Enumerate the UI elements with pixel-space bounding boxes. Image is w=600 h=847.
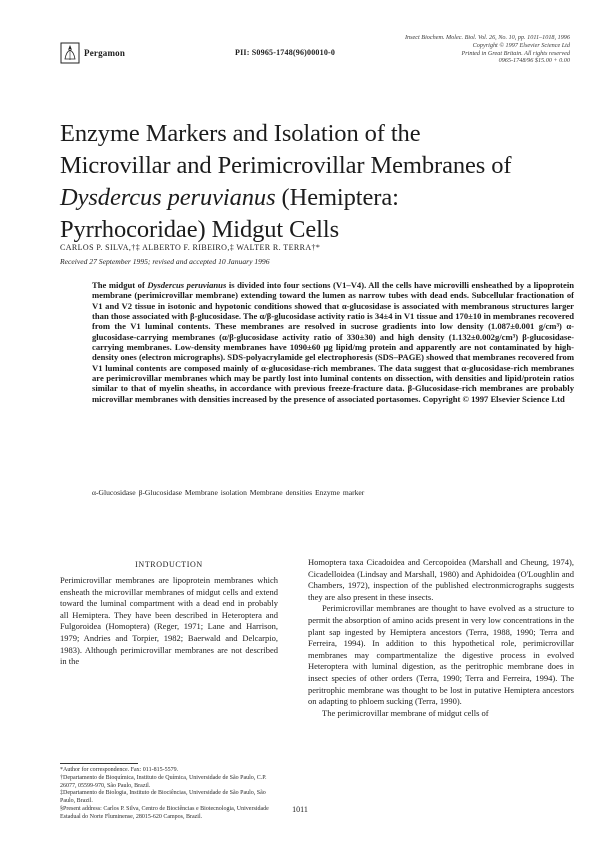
- publisher-name: Pergamon: [84, 48, 126, 58]
- journal-metadata: [340, 34, 570, 65]
- footnote-affiliation-2: ‡Departamento de Biologia, Instituto de Biociências, Universidade de São Paulo, São Paulo, Brazil.: [60, 790, 266, 805]
- introduction-heading: INTRODUCTION: [135, 560, 203, 569]
- intro-paragraph-1: Perimicrovillar membranes are lipoprotein membranes which ensheath the microvillar membranes of midgut cells and extend toward the luminal compartment with a dead end in probably all Hemiptera. They have been described in Heteroptera and Fulgoroidea (Homoptera) (Reger, 1971; Lane and Harrison, 1979; Andries and Torpier, 1982; Baerwald and Delcarpio, 1983). Although perimicrovillar membranes are not described in the: [60, 575, 278, 667]
- title-line-4: Pyrrhocoridae) Midgut Cells: [60, 216, 340, 243]
- abstract-text: [92, 280, 574, 404]
- journal-citation: Insect Biochem. Molec. Biol. Vol. 26, No. 10, pp. 1011–1018, 1996: [404, 34, 570, 41]
- pergamon-logo-icon: [60, 42, 80, 64]
- abstract-species: Dysdercus peruvianus: [147, 280, 227, 290]
- title-line-2: Microvillar and Perimicrovillar Membranes of: [60, 152, 512, 179]
- title-line-1: Enzyme Markers and Isolation of the: [60, 120, 421, 147]
- keywords: α-Glucosidase β-Glucosidase Membrane isolation Membrane densities Enzyme marker: [92, 488, 365, 497]
- left-column: [60, 575, 278, 668]
- title-order: (Hemiptera:: [275, 184, 399, 211]
- copyright-line: Copyright © 1997 Elsevier Science Ltd: [472, 41, 570, 49]
- footnote-present-address: §Present address: Carlos P. Silva, Centro de Biociências e Biotecnologia, Universidade Estadual do Norte Fluminense, 28015-620 Campos, Brazil.: [60, 805, 269, 820]
- received-dates: Received 27 September 1995; revised and accepted 10 January 1996: [60, 257, 270, 266]
- page-number: 1011: [292, 805, 308, 814]
- title-species: Dysdercus peruvianus: [60, 184, 276, 211]
- footnotes: [60, 767, 278, 822]
- abstract-lead: The midgut of: [92, 280, 148, 290]
- author-list: CARLOS P. SILVA,†‡ ALBERTO F. RIBEIRO,‡ WALTER R. TERRA†*: [60, 243, 321, 252]
- right-paragraph-3: The perimicrovillar membrane of midgut cells of: [322, 707, 489, 718]
- right-column: [308, 557, 574, 719]
- article-title: [60, 118, 580, 246]
- pii-identifier: PII: S0965-1748(96)00010-0: [235, 48, 336, 57]
- abstract-body: is divided into four sections (V1–V4). All the cells have microvilli ensheathed by a lipoprotein membrane (perimicrovillar membrane) extending toward the lumen as narrow tubes with dead ends. Subcellular fractionation of V1 and V2 tissue in isotonic and hypotonic conditions showed that α-glucosidase is associated with membranous structures larger than those associated with β-glucosidase. The α/β-glucosidase activity ratio is 34±4 in V1 tissue and 170±10 in membranes recovered from the V1 luminal contents. These membranes are resolved in sucrose gradients into low density (1.087±0.001 g/cm³) α-glucosidase-carrying membranes (α/β-glucosidase activity ratio of 330±30) and high density (1.132±0.002g/cm³) β-glucosidase-carrying membranes. Low-density membranes have 1090±60 μg lipid/mg protein and apparently are not contaminated by high-density ones (electron micrographs). SDS-polyacrylamide gel electrophoresis (SDS–PAGE) showed that membranes recovered from V1 luminal contents are composed mainly of α-glucosidase-rich membranes. The data suggest that α-glucosidase-rich membranes are perimicrovillar membranes which may be partly lost into luminal contents on dissection, with densities and lipid/protein ratios similar to that of myelin sheaths, in accordance with previous freeze-fracture data. β-Glucosidase-rich membranes are probably microvillar membranes with densities increased by the presence of associated portasomes. Copyright © 1997 Elsevier Science Ltd: [92, 280, 574, 404]
- footnote-correspondence: *Author for correspondence. Fax: 011-815-5579.: [60, 767, 179, 773]
- footnote-divider: [60, 763, 138, 764]
- abstract: [92, 280, 574, 404]
- issn-line: 0965-1748/96 $15.00 + 0.00: [498, 57, 570, 65]
- right-paragraph-1: Homoptera taxa Cicadoidea and Cercopoidea (Marshall and Cheung, 1974), Cicadelloidea (Lindsay and Marshall, 1980) and Aphidoidea (O'Loughlin and Chambers, 1972), inspection of the published electronmicrographs suggests they are also present in these insects.: [308, 557, 574, 602]
- printed-line: Printed in Great Britain. All rights reserved: [461, 49, 570, 57]
- right-paragraph-2: Perimicrovillar membranes are thought to have evolved as a structure to permit the absorption of amino acids present in very low concentrations in the plant sap ingested by Hemiptera ancestors (Terra, 1988, 1990; Terra and Ferreira, 1994). In addition to this hypothetical role, perimicrovillar membranes may compartmentalize the digestive process in evolved Heteroptera with luminal digestion, as the peritrophic membrane does in insect species of other orders (Terra, 1990; Terra and Ferreira, 1994). The peritrophic membrane was thought to be lost in putative Hemiptera ancestors on adapting to phloem sucking (Terra, 1990).: [308, 603, 574, 707]
- title-line-3: [60, 182, 580, 214]
- footnote-affiliation-1: †Departamento de Bioquímica, Instituto de Química, Universidade de São Paulo, C.P. 26077, 05599-970, São Paulo, Brazil.: [60, 774, 267, 789]
